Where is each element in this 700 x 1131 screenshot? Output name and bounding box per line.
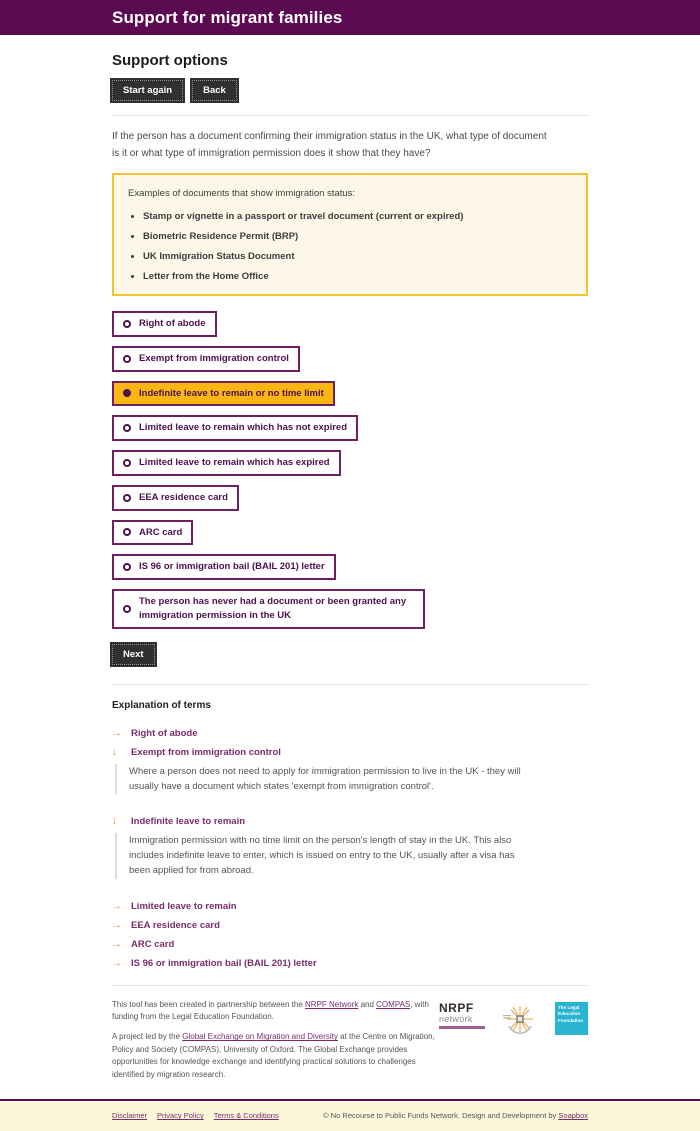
radio-option-exempt-immigration-control[interactable]: Exempt from immigration control	[112, 346, 300, 372]
page-title: Support options	[112, 52, 228, 69]
terms-accordion	[112, 724, 588, 973]
partner-paragraph-2: A project led by the Global Exchange on Migration and Diversity at the Centre on Migration, Policy and Society (COMPAS), University of Oxford. The Global Exchange provides opportunities for knowledge exchange and identifying practical solutions to challenges identified by migration research.	[112, 1032, 435, 1079]
radio-icon	[123, 320, 131, 328]
explanation-heading: Explanation of terms	[112, 699, 211, 711]
radio-selected-icon	[123, 389, 131, 397]
term-toggle-right-of-abode[interactable]: → Right of abode	[112, 727, 198, 739]
app-header	[0, 0, 700, 35]
divider	[112, 985, 588, 986]
example-item: • Biometric Residence Permit (BRP)	[143, 231, 572, 242]
question-text: If the person has a document confirming their immigration status in the UK, what type of document is it or what type of immigration permission does it show that they have?	[112, 131, 547, 159]
radio-option-group	[112, 311, 588, 629]
radio-icon	[123, 494, 131, 502]
legal-education-foundation-logo: The Legal Education Foundation	[555, 1002, 588, 1035]
nrpf-logo-bar	[439, 1026, 485, 1029]
main-content	[112, 52, 588, 1089]
example-item: • Stamp or vignette in a passport or travel document (current or expired)	[143, 211, 572, 222]
arrow-right-icon: →	[112, 938, 122, 950]
examples-intro: Examples of documents that show immigration status:	[128, 188, 356, 199]
disclaimer-link[interactable]: Disclaimer	[112, 1111, 148, 1121]
term-body-indefinite: Immigration permission with no time limit on the person's length of stay in the UK. This also includes indefinite leave to enter, which is issued on entry to the UK, usually after a visa has been applied for from abroad.	[115, 833, 535, 879]
compas-logo-icon	[501, 1002, 539, 1043]
compas-link[interactable]: COMPAS	[376, 999, 411, 1009]
arrow-down-icon: ↓	[112, 816, 117, 828]
term-body-exempt: Where a person does not need to apply for immigration permission to live in the UK - they will usually have a document which states 'exempt from immigration control'.	[115, 764, 535, 794]
arrow-right-icon: →	[112, 900, 122, 912]
radio-option-indefinite-leave[interactable]: Indefinite leave to remain or no time limit	[112, 381, 335, 407]
radio-option-eea-residence-card[interactable]: EEA residence card	[112, 485, 239, 511]
example-item: • UK Immigration Status Document	[143, 251, 572, 262]
partner-logos	[439, 999, 588, 1089]
radio-icon	[123, 528, 131, 536]
divider	[112, 115, 588, 116]
partner-text	[112, 999, 439, 1089]
term-toggle-is96-bail-letter[interactable]: → IS 96 or immigration bail (BAIL 201) letter	[112, 957, 317, 969]
bottom-links	[112, 1111, 279, 1120]
radio-option-right-of-abode[interactable]: Right of abode	[112, 311, 217, 337]
arrow-right-icon: →	[112, 919, 122, 931]
divider	[112, 684, 588, 685]
start-again-button[interactable]: Start again	[112, 80, 183, 101]
example-item: • Letter from the Home Office	[143, 271, 572, 282]
examples-list	[143, 211, 572, 282]
term-toggle-arc-card[interactable]: → ARC card	[112, 938, 175, 950]
radio-option-never-had-document[interactable]: The person has never had a document or been granted any immigration permission in the UK	[112, 589, 425, 629]
bottom-bar	[0, 1099, 700, 1131]
term-toggle-exempt-immigration-control[interactable]: ↓ Exempt from immigration control	[112, 746, 281, 758]
examples-box	[112, 173, 588, 296]
radio-icon	[123, 424, 131, 432]
radio-icon	[123, 605, 131, 613]
term-toggle-eea-residence-card[interactable]: → EEA residence card	[112, 919, 220, 931]
app-title: Support for migrant families	[112, 7, 343, 27]
radio-icon	[123, 355, 131, 363]
top-button-row	[112, 80, 588, 101]
next-button[interactable]: Next	[112, 644, 155, 665]
radio-icon	[123, 563, 131, 571]
arrow-down-icon: ↓	[112, 746, 117, 758]
partner-footer	[112, 999, 588, 1089]
arrow-right-icon: →	[112, 957, 122, 969]
soapbox-link[interactable]: Soapbox	[558, 1111, 588, 1121]
radio-option-limited-leave-not-expired[interactable]: Limited leave to remain which has not expired	[112, 415, 358, 441]
terms-conditions-link[interactable]: Terms & Conditions	[213, 1111, 279, 1121]
radio-option-limited-leave-expired[interactable]: Limited leave to remain which has expired	[112, 450, 341, 476]
nrpf-logo: NRPF network	[439, 1002, 485, 1029]
global-exchange-link[interactable]: Global Exchange on Migration and Diversity	[182, 1032, 338, 1042]
partner-paragraph-1: This tool has been created in partnership between the NRPF Network and COMPAS, with funding from the Legal Education Foundation.	[112, 999, 429, 1021]
radio-icon	[123, 459, 131, 467]
radio-option-arc-card[interactable]: ARC card	[112, 520, 193, 546]
privacy-policy-link[interactable]: Privacy Policy	[157, 1111, 204, 1121]
nrpf-network-link[interactable]: NRPF Network	[305, 999, 359, 1009]
term-toggle-indefinite-leave[interactable]: ↓ Indefinite leave to remain	[112, 816, 246, 828]
back-button[interactable]: Back	[192, 80, 237, 101]
copyright-text: © No Recourse to Public Funds Network. Design and Development by Soapbox	[323, 1111, 588, 1121]
radio-option-is96-immigration-bail[interactable]: IS 96 or immigration bail (BAIL 201) letter	[112, 554, 336, 580]
term-toggle-limited-leave[interactable]: → Limited leave to remain	[112, 900, 237, 912]
arrow-right-icon: →	[112, 727, 122, 739]
